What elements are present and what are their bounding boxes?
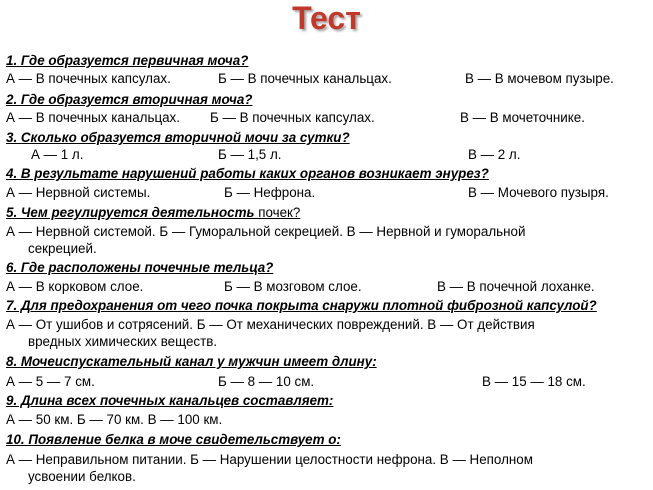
question-1: 1. Где образуется первичная моча?	[6, 53, 249, 68]
answer-10-line2: усвоении белков.	[28, 468, 136, 484]
answer-4a: А — Нервной системы.	[6, 185, 151, 200]
answer-5-line1: А — Нервной системой. Б — Гуморальной секрецией. В — Нервной и гуморальной	[6, 224, 526, 239]
answer-2b: Б — В почечных капсулах.	[210, 110, 375, 125]
answer-6c: В — В почечной лоханке.	[437, 279, 595, 294]
answer-7-line2: вредных химических веществ.	[28, 333, 218, 349]
answer-4b: Б — Нефрона.	[224, 185, 316, 200]
answer-3b: Б — 1,5 л.	[218, 147, 282, 162]
question-9: 9. Длина всех почечных канальцев составляет:	[6, 393, 334, 408]
question-5	[6, 205, 300, 221]
answer-7	[6, 317, 626, 350]
question-5-text: 5. Чем регулируется деятельность	[6, 205, 255, 220]
page-title: Тест	[292, 0, 361, 36]
answer-8b: Б — 8 — 10 см.	[218, 374, 315, 389]
answer-3a: А — 1 л.	[31, 147, 84, 162]
answer-9: А — 50 км. Б — 70 км. В — 100 км.	[6, 412, 223, 427]
question-4: 4. В результате нарушений работы каких органов возникает энурез?	[6, 166, 489, 181]
answer-4c: В — Мочевого пузыря.	[468, 185, 609, 200]
question-5-tail: почек?	[254, 205, 301, 220]
question-3: 3. Сколько образуется вторичной мочи за сутки?	[6, 130, 350, 145]
answer-2c: В — В мочеточнике.	[460, 110, 585, 125]
answer-1c: В — В мочевом пузыре.	[465, 71, 614, 86]
answer-1b: Б — В почечных канальцах.	[218, 71, 392, 86]
question-6: 6. Где расположены почечные тельца?	[6, 260, 274, 275]
answer-8a: А — 5 — 7 см.	[6, 374, 95, 389]
answer-8c: В — 15 — 18 см.	[482, 374, 586, 389]
question-2: 2. Где образуется вторичная моча?	[6, 92, 253, 107]
answer-5-line2: секрецией.	[28, 240, 97, 256]
answer-5	[6, 224, 626, 257]
answer-1a: А — В почечных капсулах.	[6, 71, 171, 86]
answer-6a: А — В корковом слое.	[6, 279, 144, 294]
answer-10-line1: А — Неправильном питании. Б — Нарушении целостности нефрона. В — Неполном	[6, 452, 533, 467]
answer-10	[6, 452, 626, 485]
answer-7-line1: А — От ушибов и сотрясений. Б — От механических повреждений. В — От действия	[6, 317, 535, 332]
answer-6b: Б — В мозговом слое.	[224, 279, 362, 294]
question-10: 10. Появление белка в моче свидетельствует о:	[6, 432, 341, 447]
question-7: 7. Для предохранения от чего почка покрыта снаружи плотной фиброзной капсулой?	[6, 298, 597, 313]
question-8: 8. Мочеиспускательный канал у мужчин имеет длину:	[6, 354, 377, 369]
answer-2a: А — В почечных канальцах.	[6, 110, 180, 125]
answer-3c: В — 2 л.	[468, 147, 521, 162]
